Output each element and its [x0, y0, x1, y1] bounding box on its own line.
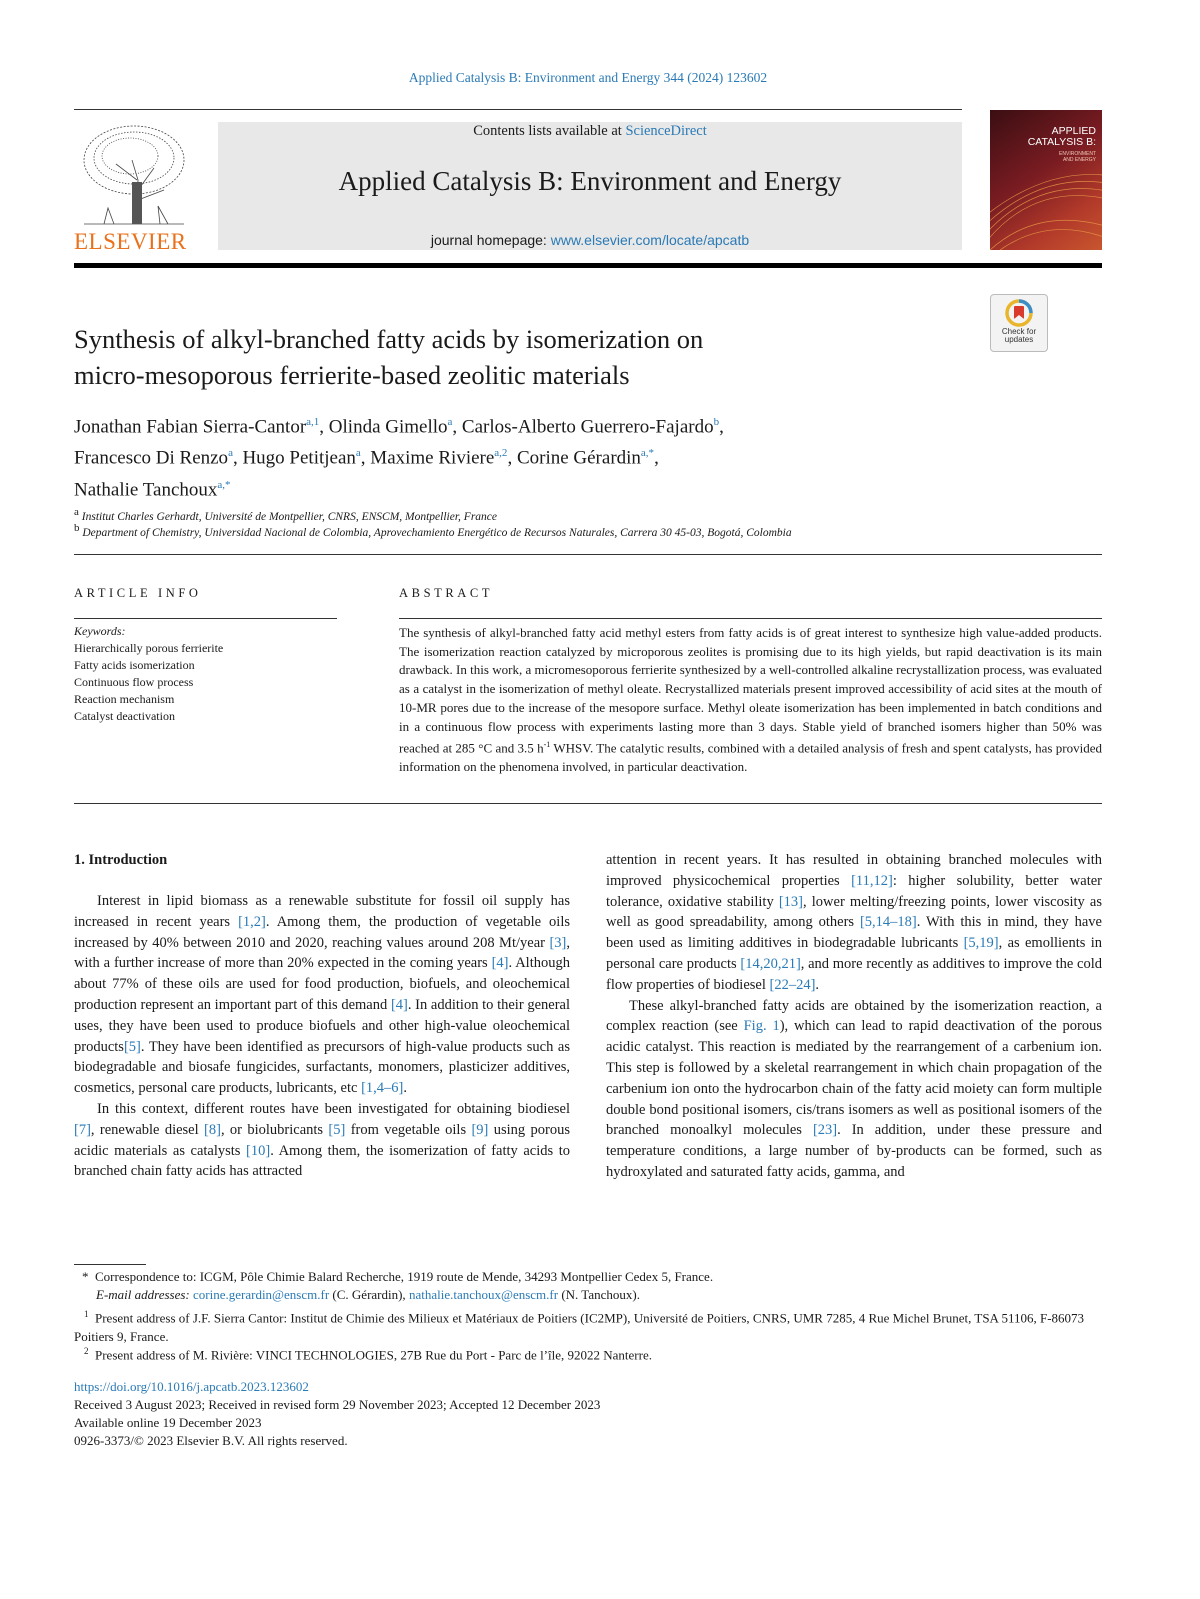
- copyright: 0926-3373/© 2023 Elsevier B.V. All rights reserved.: [74, 1433, 348, 1448]
- text-run: . Although about 77% of these oils are used for food production, biofuels, and oleochemical production represent an important part of this demand: [74, 955, 570, 1013]
- abstract-rule: [399, 618, 1102, 619]
- keyword: Catalyst deactivation: [74, 709, 175, 723]
- citation-link[interactable]: [23]: [812, 1122, 838, 1139]
- citation-link[interactable]: [14,20,21]: [740, 955, 801, 972]
- citation-link[interactable]: [5,14–18]: [859, 914, 917, 931]
- email-link[interactable]: nathalie.tanchoux@enscm.fr: [408, 1287, 559, 1302]
- text-run: using porous acidic materials as catalysts: [74, 1121, 570, 1159]
- section-rule: [74, 554, 1102, 555]
- elsevier-tree-logo: [74, 120, 194, 228]
- citation-link[interactable]: [22–24]: [769, 976, 816, 993]
- text-run: . In addition to their general uses, they have been used to produce biofuels and other high-value oleochemical products: [74, 996, 570, 1055]
- received-dates: Received 3 August 2023; Received in revised form 29 November 2023; Accepted 12 December 2023: [74, 1397, 601, 1412]
- doi-link[interactable]: https://doi.org/10.1016/j.apcatb.2023.123602: [74, 1379, 309, 1394]
- email-link[interactable]: corine.gerardin@enscm.fr: [193, 1287, 330, 1302]
- journal-homepage: journal homepage: www.elsevier.com/locate/apcatb: [430, 232, 750, 248]
- body-column-left: [74, 891, 570, 1182]
- text-run: , or biolubricants: [220, 1121, 329, 1138]
- author[interactable]: Francesco Di Renzo: [74, 447, 229, 469]
- footnote-correspondence: * Correspondence to: ICGM, Pôle Chimie Balard Recherche, 1919 route de Mende, 34293 Montpellier Cedex 5, France.: [82, 1269, 714, 1284]
- text-run: , and more recently as additives to improve the cold flow properties of biodiesel: [606, 955, 1102, 993]
- keyword: Continuous flow process: [74, 675, 194, 689]
- citation-link[interactable]: [3]: [549, 934, 567, 951]
- keyword: Reaction mechanism: [74, 692, 175, 706]
- text-run: , renewable diesel: [90, 1121, 205, 1138]
- affiliation: $^b$ Department of Chemistry, Universidad Nacional de Colombia, Aprovechamiento Energético de Recursos Naturales, Carrera 30 45-03, Bogotá, Colombia: [74, 522, 792, 539]
- keyword: Fatty acids isomerization: [74, 658, 195, 672]
- check-for-updates-button[interactable]: Check for updates: [990, 294, 1048, 352]
- publisher-logo-text: ELSEVIER: [74, 229, 187, 254]
- text-run: .: [403, 1080, 407, 1097]
- text-run: , as emollients in personal care products: [606, 935, 1103, 972]
- text-run: In this context, different routes have been investigated for obtaining biodiesel: [97, 1100, 570, 1117]
- text-run: . Among them, the production of vegetable oils increased by 40% between 2010 and 2020, reaching values around 208 Mt/year: [74, 913, 571, 951]
- author[interactable]: Maxime Riviere: [370, 447, 495, 469]
- journal-cover-image: APPLIED CATALYSIS B: ENVIRONMENT AND ENERGY: [990, 110, 1102, 250]
- text-run: . In addition, under these pressure and temperature conditions, a large number of by-products can be formed, such as hydroxylated and saturated fatty acids, gamma, and: [606, 1122, 1102, 1180]
- citation-link[interactable]: [4]: [390, 996, 408, 1013]
- author-list: Jonathan Fabian Sierra-Cantor$^{a,1}$, Olinda Gimello$^a$, Carlos-Alberto Guerrero-Fajardo$^b$, Francesco Di Renzo$^a$, Hugo Petitjean$^a$, Maxime Riviere$^{a,2}$, Corine Gérardin$^{a,*}$, Nathalie Tanchoux$^{a,*}$: [74, 416, 724, 500]
- article-title: Synthesis of alkyl-branched fatty acids by isomerization on micro-mesoporous ferrierite-based zeolitic materials: [74, 324, 704, 390]
- check-updates-icon: [991, 297, 1047, 331]
- citation-link[interactable]: [9]: [471, 1121, 489, 1138]
- citation-link[interactable]: [1,4–6]: [361, 1080, 404, 1097]
- text-run: . Among them, the isomerization of fatty acids to branched chain fatty acids has attracted: [74, 1142, 570, 1180]
- author[interactable]: Olinda Gimello: [328, 416, 448, 438]
- contents-line: Contents lists available at ScienceDirect: [473, 123, 707, 139]
- abstract-heading: ABSTRACT: [399, 586, 494, 600]
- author[interactable]: Jonathan Fabian Sierra-Cantor: [74, 416, 307, 438]
- text-run: from vegetable oils: [345, 1121, 472, 1138]
- sciencedirect-link[interactable]: ScienceDirect: [625, 123, 707, 139]
- citation-link[interactable]: [5,19]: [963, 935, 999, 952]
- text-run: . They have been identified as precursors of high-value products such as biodegradable and biosafe fungicides, surfactants, monomers, plasticizer additives, cosmetics, personal care products, lubricants, etc: [74, 1038, 570, 1097]
- citation-link[interactable]: [1,2]: [238, 913, 266, 930]
- available-online: Available online 19 December 2023: [74, 1415, 262, 1430]
- text-run: These alkyl-branched fatty acids are obtained by the isomerization reaction, a complex reaction (see: [606, 997, 1102, 1035]
- text-run: : higher solubility, better water tolerance, oxidative stability: [606, 872, 1102, 910]
- running-header[interactable]: Applied Catalysis B: Environment and Energy 344 (2024) 123602: [408, 70, 768, 85]
- article-info-rule: [74, 618, 337, 619]
- header-rule: [74, 109, 962, 110]
- keywords-label: Keywords:: [74, 624, 126, 638]
- journal-name: Applied Catalysis B: Environment and Energy: [338, 166, 842, 196]
- citation-link[interactable]: [13]: [778, 893, 804, 910]
- footnote-2: $^2$ Present address of M. Rivière: VINCI TECHNOLOGIES, 27B Rue du Port - Parc de l’île, 92022 Nanterre.: [84, 1346, 652, 1363]
- author[interactable]: Carlos-Alberto Guerrero-Fajardo: [461, 416, 714, 438]
- text-run: , lower melting/freezing points, lower viscosity as well as good spreadability, among others: [606, 893, 1103, 931]
- footnote-emails: E-mail addresses: corine.gerardin@enscm.fr (C. Gérardin), nathalie.tanchoux@enscm.fr (N. Tanchoux).: [96, 1287, 640, 1302]
- citation-link[interactable]: [11,12]: [851, 872, 893, 889]
- homepage-link[interactable]: www.elsevier.com/locate/apcatb: [550, 232, 750, 248]
- text-run: . With this in mind, they have been used as limiting additives in biodegradable lubricants: [606, 914, 1102, 952]
- author[interactable]: Nathalie Tanchoux: [74, 478, 218, 500]
- citation-link[interactable]: Fig. 1: [743, 1018, 780, 1035]
- section-heading-introduction: 1. Introduction: [74, 852, 168, 868]
- citation-link[interactable]: [7]: [74, 1121, 91, 1138]
- paragraph: [606, 996, 1102, 1183]
- article-info-heading: ARTICLE INFO: [74, 586, 202, 600]
- body-column-right: [606, 850, 1102, 1183]
- abstract-bottom-rule: [74, 803, 1102, 804]
- text-run: , with a further increase of more than 20% expected in the coming years: [74, 934, 570, 972]
- text-run: Interest in lipid biomass as a renewable substitute for fossil oil supply has increased in recent years: [74, 893, 570, 930]
- footnote-rule: [74, 1264, 146, 1265]
- footnote-1: $^1$ Present address of J.F. Sierra Cantor: Institut de Chimie des Milieux et Matériaux de Poitiers (IC2MP), Université de Poitiers, CNRS, UMR 7285, 4 Rue Michel Brunet, TSA 51106, F-86073 Poitiers 9, France.: [74, 1309, 1085, 1344]
- author[interactable]: Corine Gérardin: [516, 447, 641, 469]
- author[interactable]: Hugo Petitjean: [242, 447, 356, 469]
- paragraph: [606, 850, 1102, 996]
- keyword: Hierarchically porous ferrierite: [74, 641, 224, 655]
- citation-link[interactable]: [5]: [123, 1038, 141, 1055]
- affiliation: $^a$ Institut Charles Gerhardt, Université de Montpellier, CNRS, ENSCM, Montpellier, France: [74, 506, 498, 523]
- text-run: .: [815, 976, 820, 993]
- citation-link[interactable]: [4]: [491, 955, 509, 972]
- citation-link[interactable]: [8]: [204, 1121, 221, 1138]
- keywords-list: [74, 640, 223, 725]
- masthead-thick-rule: [74, 263, 1102, 268]
- paragraph: [74, 891, 570, 1099]
- citation-link[interactable]: [10]: [246, 1142, 271, 1159]
- text-run: ), which can lead to rapid deactivation of the porous acidic catalyst. This reaction is mediated by the rearrangement of a carbenium ion. This step is followed by a skeletal rearrangement in which chain propagation of the carbenium ion onto the hydrocarbon chain of the fatty acid moiety can form multiple double bond positional isomers, cis/trans isomers as well as positional isomers of the branched monoalkyl molecules: [606, 1018, 1103, 1139]
- paragraph: [74, 1099, 570, 1182]
- text-run: attention in recent years. It has resulted in obtaining branched molecules with improved physicochemical properties: [606, 852, 1102, 889]
- abstract-text: The synthesis of alkyl-branched fatty acid methyl esters from fatty acids is of great interest to synthesize high value-added products. The isomerization reaction catalyzed by microporous zeolites is promising due to its high yields, but rapid deactivation is its main drawback. In this work, a micromesoporous ferrierite synthesized by a well-controlled alkaline recrystallization process, was evaluated as a catalyst in the isomerization of methyl oleate. Recrystallized materials present improved accessibility of acid sites at the mouth of 10-MR pores due to the increase of the mesopore surface. Methyl oleate isomerization has been implemented in batch conditions and in a continuous flow process with experiments lasting more than 3 days. Stable yield of branched isomers higher than 50% was reached at 285 °C and 3.5 $h^{-1}$ WHSV. The catalytic results, combined with a detailed analysis of fresh and spent catalysts, has provided information on the phenomena involved, in particular deactivation.: [399, 625, 1102, 775]
- citation-link[interactable]: [5]: [328, 1121, 346, 1138]
